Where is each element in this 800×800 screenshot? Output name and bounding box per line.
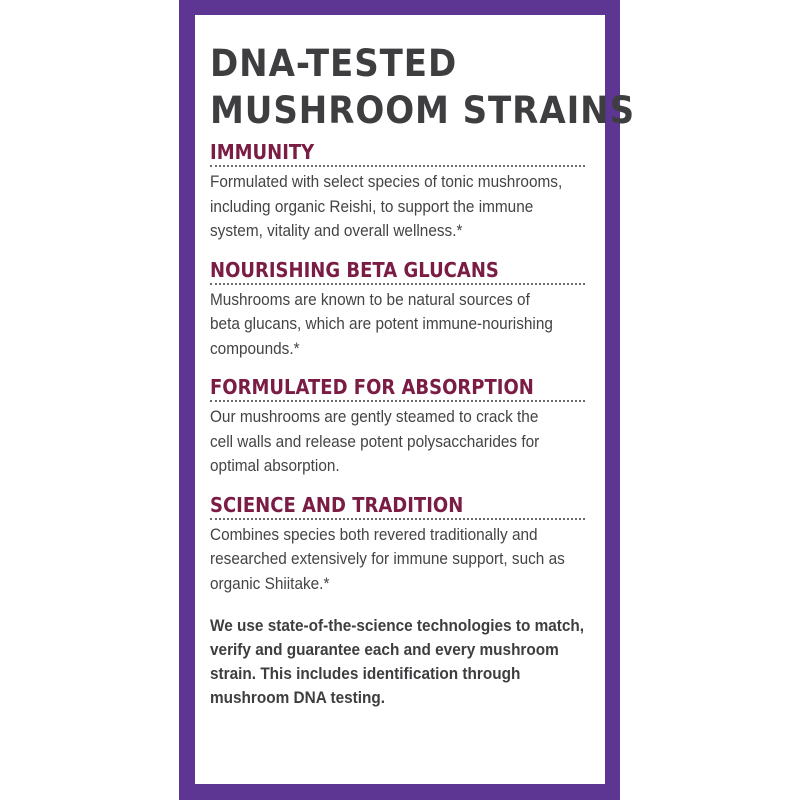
dotted-divider — [210, 400, 585, 402]
closing-line: verify and guarantee each and every mushroom — [210, 641, 559, 659]
dotted-divider — [210, 518, 585, 520]
section-line: Mushrooms are known to be natural sources of — [210, 290, 530, 309]
panel-content — [195, 15, 636, 784]
section-line: optimal absorption. — [210, 457, 340, 475]
dotted-divider — [210, 283, 585, 285]
section-beta-glucans — [210, 258, 605, 362]
section-line: organic Shiitake.* — [210, 574, 330, 593]
closing-statement — [210, 614, 601, 710]
section-line: system, vitality and overall wellness.* — [210, 222, 463, 240]
section-heading: NOURISHING BETA GLUCANS — [210, 257, 499, 282]
dotted-divider — [210, 165, 585, 167]
section-line: including organic Reishi, to support the immune — [210, 197, 534, 216]
section-line: Combines species both revered traditionally and — [210, 525, 538, 544]
section-line: cell walls and release potent polysaccharides for — [210, 432, 540, 451]
section-line: compounds.* — [210, 339, 300, 358]
title-line-2: MUSHROOM STRAINS — [210, 89, 636, 132]
section-line: researched extensively for immune support, such as — [210, 550, 565, 568]
product-info-panel — [179, 0, 636, 800]
section-absorption — [210, 375, 605, 479]
section-text — [210, 405, 601, 479]
section-text — [210, 288, 601, 362]
section-heading: IMMUNITY — [210, 140, 315, 164]
panel-title — [210, 40, 636, 134]
closing-line: mushroom DNA testing. — [210, 689, 386, 707]
section-immunity — [210, 140, 605, 244]
section-heading: FORMULATED FOR ABSORPTION — [210, 375, 534, 399]
section-text — [210, 170, 601, 244]
section-heading: SCIENCE AND TRADITION — [210, 492, 464, 517]
section-line: Our mushrooms are gently steamed to crack the — [210, 408, 539, 426]
section-line: Formulated with select species of tonic mushrooms, — [210, 173, 563, 191]
closing-line: strain. This includes identification through — [210, 665, 521, 683]
title-line-1: DNA-TESTED — [210, 42, 458, 85]
section-text — [210, 523, 601, 597]
closing-line: We use state-of-the-science technologies to match, — [210, 617, 585, 635]
section-line: beta glucans, which are potent immune-nourishing — [210, 315, 553, 333]
section-science-tradition — [210, 493, 605, 597]
